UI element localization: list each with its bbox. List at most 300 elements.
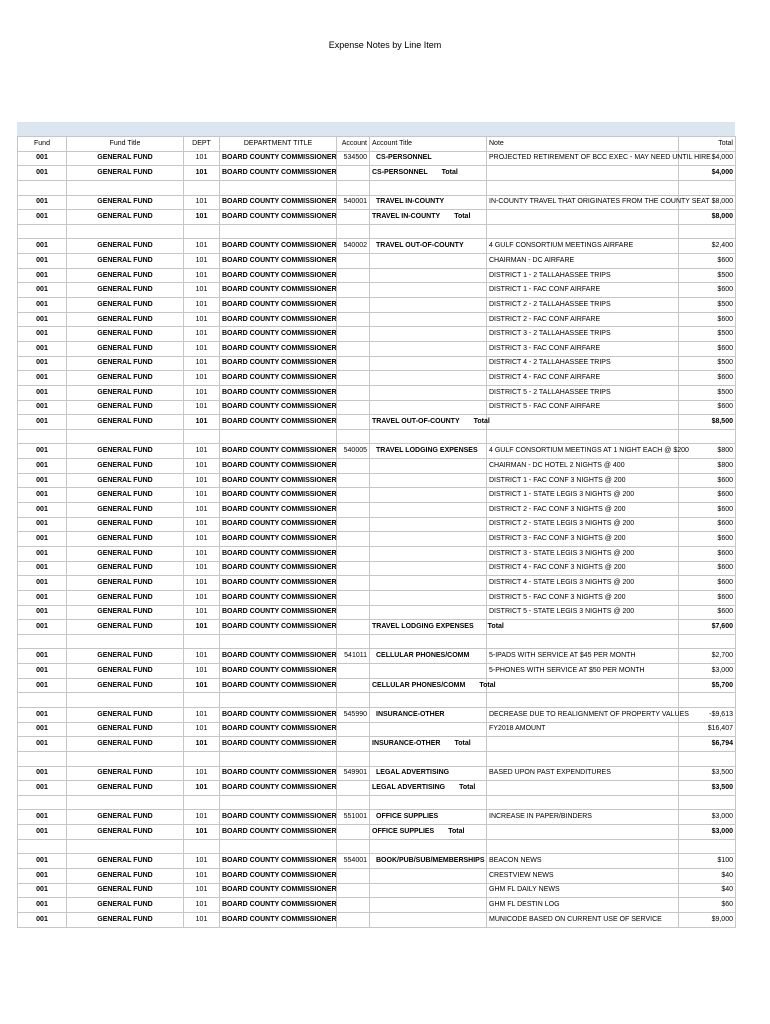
cell-dept-title: BOARD COUNTY COMMISSIONER <box>220 195 337 210</box>
cell-account <box>337 371 370 386</box>
spacer-cell <box>679 180 736 195</box>
spacer-cell <box>220 634 337 649</box>
table-row <box>18 517 736 532</box>
cell-amount: $600 <box>679 503 736 518</box>
cell-fund-title: GENERAL FUND <box>67 707 184 722</box>
cell-fund-title: GENERAL FUND <box>67 473 184 488</box>
cell-fund-title: GENERAL FUND <box>67 825 184 840</box>
spacer-cell <box>679 429 736 444</box>
cell-account <box>337 385 370 400</box>
spacer-cell <box>679 693 736 708</box>
cell-dept: 101 <box>184 912 220 927</box>
cell-amount: $60 <box>679 898 736 913</box>
table-row <box>18 444 736 459</box>
cell-amount: $3,000 <box>679 810 736 825</box>
cell-fund: 001 <box>18 546 67 561</box>
cell-account-title <box>370 590 487 605</box>
header-row <box>18 137 736 152</box>
cell-fund-title: GENERAL FUND <box>67 415 184 430</box>
cell-fund-title: GENERAL FUND <box>67 883 184 898</box>
table-row <box>18 707 736 722</box>
cell-fund: 001 <box>18 356 67 371</box>
col-header-dept-title: DEPARTMENT TITLE <box>220 137 337 152</box>
cell-amount: $600 <box>679 400 736 415</box>
cell-amount: $600 <box>679 561 736 576</box>
cell-account: 551001 <box>337 810 370 825</box>
total-word: Total <box>479 681 496 689</box>
cell-note: DISTRICT 2 - FAC CONF 3 NIGHTS @ 200 <box>487 503 679 518</box>
cell-account <box>337 312 370 327</box>
cell-dept-title: BOARD COUNTY COMMISSIONER <box>220 869 337 884</box>
cell-fund: 001 <box>18 503 67 518</box>
total-label-cell <box>370 415 490 430</box>
total-label-cell <box>370 620 504 635</box>
spacer-cell <box>67 180 184 195</box>
cell-account-title: BOOK/PUB/SUB/MEMBERSHIPS <box>370 854 487 869</box>
cell-dept-title: BOARD COUNTY COMMISSIONER <box>220 488 337 503</box>
cell-note: DISTRICT 5 - FAC CONF AIRFARE <box>487 400 679 415</box>
table-row <box>18 371 736 386</box>
document-title: Expense Notes by Line Item <box>328 40 442 50</box>
cell-account-title <box>370 664 487 679</box>
cell-dept: 101 <box>184 766 220 781</box>
cell-dept: 101 <box>184 151 220 166</box>
spacer-cell <box>679 839 736 854</box>
table-row <box>18 283 736 298</box>
cell-amount: $500 <box>679 356 736 371</box>
total-word: Total <box>459 784 476 791</box>
total-label-cell <box>370 825 487 840</box>
total-word: Total <box>448 827 465 835</box>
table-row <box>18 561 736 576</box>
cell-dept-title: BOARD COUNTY COMMISSIONER <box>220 400 337 415</box>
cell-account <box>337 503 370 518</box>
cell-fund-title: GENERAL FUND <box>67 854 184 869</box>
cell-account <box>337 576 370 591</box>
cell-amount: $600 <box>679 605 736 620</box>
cell-dept-title: BOARD COUNTY COMMISSIONER <box>220 503 337 518</box>
cell-fund: 001 <box>18 854 67 869</box>
cell-dept: 101 <box>184 327 220 342</box>
spacer-cell <box>18 693 67 708</box>
spacer-cell <box>337 180 370 195</box>
cell-fund: 001 <box>18 649 67 664</box>
cell-account <box>337 883 370 898</box>
spacer-cell <box>18 180 67 195</box>
cell-account: 540002 <box>337 239 370 254</box>
cell-dept-title: BOARD COUNTY COMMISSIONER <box>220 912 337 927</box>
cell-dept-title: BOARD COUNTY COMMISSIONER <box>220 356 337 371</box>
cell-amount: -$9,613 <box>679 707 736 722</box>
spacer-cell <box>487 180 679 195</box>
cell-note: DECREASE DUE TO REALIGNMENT OF PROPERTY VALUES <box>487 707 679 722</box>
cell-amount: $3,000 <box>679 664 736 679</box>
cell-dept: 101 <box>184 356 220 371</box>
spacer-cell <box>679 634 736 649</box>
cell-fund: 001 <box>18 590 67 605</box>
cell-fund-title: GENERAL FUND <box>67 737 184 752</box>
cell-amount: $600 <box>679 341 736 356</box>
cell-amount: $600 <box>679 517 736 532</box>
spacer-cell <box>18 795 67 810</box>
cell-account-title <box>370 503 487 518</box>
cell-note: DISTRICT 5 - 2 TALLAHASSEE TRIPS <box>487 385 679 400</box>
cell-dept-title: BOARD COUNTY COMMISSIONER <box>220 166 337 181</box>
cell-amount: $500 <box>679 385 736 400</box>
cell-fund-title: GENERAL FUND <box>67 605 184 620</box>
cell-account-title <box>370 869 487 884</box>
cell-fund: 001 <box>18 195 67 210</box>
cell-fund: 001 <box>18 810 67 825</box>
total-account-label: TRAVEL OUT-OF-COUNTY <box>372 417 460 425</box>
cell-amount: $600 <box>679 532 736 547</box>
table-row <box>18 459 736 474</box>
cell-account <box>337 166 370 181</box>
spacer-cell <box>487 224 679 239</box>
cell-fund: 001 <box>18 210 67 225</box>
table-row <box>18 546 736 561</box>
expense-table <box>17 136 736 928</box>
cell-fund: 001 <box>18 605 67 620</box>
cell-dept-title: BOARD COUNTY COMMISSIONER <box>220 312 337 327</box>
cell-fund: 001 <box>18 151 67 166</box>
cell-note: DISTRICT 2 - STATE LEGIS 3 NIGHTS @ 200 <box>487 517 679 532</box>
cell-fund-title: GENERAL FUND <box>67 869 184 884</box>
cell-dept-title: BOARD COUNTY COMMISSIONER <box>220 385 337 400</box>
cell-fund-title: GENERAL FUND <box>67 561 184 576</box>
cell-dept: 101 <box>184 737 220 752</box>
cell-dept: 101 <box>184 883 220 898</box>
cell-amount: $3,500 <box>679 766 736 781</box>
table-row <box>18 898 736 913</box>
cell-note <box>487 415 679 430</box>
cell-fund-title: GENERAL FUND <box>67 254 184 269</box>
spacer-row <box>18 795 736 810</box>
cell-fund: 001 <box>18 385 67 400</box>
cell-note <box>487 781 679 796</box>
total-label-cell <box>370 678 496 693</box>
cell-account <box>337 678 370 693</box>
cell-fund-title: GENERAL FUND <box>67 590 184 605</box>
total-label-cell <box>370 737 487 752</box>
cell-account-title <box>370 341 487 356</box>
cell-fund: 001 <box>18 488 67 503</box>
spacer-cell <box>67 751 184 766</box>
cell-fund-title: GENERAL FUND <box>67 488 184 503</box>
cell-amount: $9,000 <box>679 912 736 927</box>
cell-dept: 101 <box>184 781 220 796</box>
table-row <box>18 400 736 415</box>
cell-note <box>487 825 679 840</box>
cell-amount: $600 <box>679 576 736 591</box>
cell-amount: $100 <box>679 854 736 869</box>
cell-note: 4 GULF CONSORTIUM MEETINGS AIRFARE <box>487 239 679 254</box>
cell-dept-title: BOARD COUNTY COMMISSIONER <box>220 707 337 722</box>
total-word: Total <box>487 622 504 630</box>
cell-amount: $500 <box>679 327 736 342</box>
cell-fund-title: GENERAL FUND <box>67 722 184 737</box>
cell-note: IN-COUNTY TRAVEL THAT ORIGINATES FROM THE COUNTY SEAT <box>487 195 679 210</box>
cell-account <box>337 210 370 225</box>
cell-fund: 001 <box>18 341 67 356</box>
table-row <box>18 312 736 327</box>
total-account-label: CS-PERSONNEL <box>372 169 428 177</box>
table-row <box>18 298 736 313</box>
cell-account: 554001 <box>337 854 370 869</box>
cell-account-title <box>370 883 487 898</box>
cell-account-title: TRAVEL LODGING EXPENSES <box>370 444 487 459</box>
cell-dept: 101 <box>184 517 220 532</box>
total-row <box>18 678 736 693</box>
cell-fund-title: GENERAL FUND <box>67 810 184 825</box>
cell-account-title: INSURANCE-OTHER <box>370 707 487 722</box>
cell-account-title <box>370 517 487 532</box>
spacer-cell <box>370 224 487 239</box>
total-account-label: TRAVEL LODGING EXPENSES <box>372 622 474 630</box>
spacer-cell <box>67 839 184 854</box>
cell-dept: 101 <box>184 415 220 430</box>
cell-note: DISTRICT 5 - FAC CONF 3 NIGHTS @ 200 <box>487 590 679 605</box>
cell-dept: 101 <box>184 590 220 605</box>
cell-dept-title: BOARD COUNTY COMMISSIONER <box>220 576 337 591</box>
table-row <box>18 268 736 283</box>
spacer-cell <box>220 429 337 444</box>
cell-amount: $40 <box>679 883 736 898</box>
cell-account: 549901 <box>337 766 370 781</box>
cell-note <box>487 737 679 752</box>
cell-dept-title: BOARD COUNTY COMMISSIONER <box>220 620 337 635</box>
cell-dept: 101 <box>184 488 220 503</box>
cell-note: DISTRICT 4 - FAC CONF 3 NIGHTS @ 200 <box>487 561 679 576</box>
cell-note: DISTRICT 4 - 2 TALLAHASSEE TRIPS <box>487 356 679 371</box>
cell-fund-title: GENERAL FUND <box>67 239 184 254</box>
cell-amount: $600 <box>679 312 736 327</box>
table-row <box>18 869 736 884</box>
cell-account <box>337 488 370 503</box>
cell-fund-title: GENERAL FUND <box>67 912 184 927</box>
spacer-cell <box>184 180 220 195</box>
spacer-cell <box>184 795 220 810</box>
cell-fund: 001 <box>18 576 67 591</box>
cell-dept-title: BOARD COUNTY COMMISSIONER <box>220 532 337 547</box>
spacer-cell <box>487 795 679 810</box>
cell-fund: 001 <box>18 620 67 635</box>
cell-fund: 001 <box>18 239 67 254</box>
cell-amount: $600 <box>679 254 736 269</box>
cell-note: INCREASE IN PAPER/BINDERS <box>487 810 679 825</box>
cell-fund-title: GENERAL FUND <box>67 517 184 532</box>
spacer-cell <box>370 634 487 649</box>
table-row <box>18 473 736 488</box>
cell-dept: 101 <box>184 649 220 664</box>
cell-account <box>337 898 370 913</box>
table-row <box>18 151 736 166</box>
total-row <box>18 166 736 181</box>
cell-dept-title: BOARD COUNTY COMMISSIONER <box>220 649 337 664</box>
cell-account-title <box>370 254 487 269</box>
cell-dept: 101 <box>184 869 220 884</box>
table-row <box>18 810 736 825</box>
cell-fund: 001 <box>18 781 67 796</box>
cell-account-title: LEGAL ADVERTISING <box>370 766 487 781</box>
cell-amount: $600 <box>679 546 736 561</box>
total-label-cell <box>370 166 487 181</box>
cell-fund: 001 <box>18 312 67 327</box>
cell-account <box>337 546 370 561</box>
cell-dept: 101 <box>184 825 220 840</box>
cell-fund: 001 <box>18 327 67 342</box>
cell-note: PROJECTED RETIREMENT OF BCC EXEC - MAY NEED UNTIL HIRE <box>487 151 679 166</box>
cell-dept-title: BOARD COUNTY COMMISSIONER <box>220 590 337 605</box>
cell-account-title <box>370 898 487 913</box>
cell-dept: 101 <box>184 473 220 488</box>
total-account-label: TRAVEL IN-COUNTY <box>372 213 441 221</box>
cell-fund: 001 <box>18 532 67 547</box>
cell-fund: 001 <box>18 268 67 283</box>
cell-note: BASED UPON PAST EXPENDITURES <box>487 766 679 781</box>
spacer-cell <box>337 795 370 810</box>
cell-dept: 101 <box>184 678 220 693</box>
spacer-cell <box>679 751 736 766</box>
cell-dept: 101 <box>184 561 220 576</box>
cell-note: 5-PHONES WITH SERVICE AT $50 PER MONTH <box>487 664 679 679</box>
cell-dept-title: BOARD COUNTY COMMISSIONER <box>220 546 337 561</box>
cell-total: $4,000 <box>679 166 736 181</box>
col-header-fund-title: Fund Title <box>67 137 184 152</box>
cell-account-title: OFFICE SUPPLIES <box>370 810 487 825</box>
cell-account-title <box>370 283 487 298</box>
cell-note <box>487 166 679 181</box>
cell-fund-title: GENERAL FUND <box>67 151 184 166</box>
cell-account-title <box>370 356 487 371</box>
spacer-row <box>18 180 736 195</box>
cell-dept-title: BOARD COUNTY COMMISSIONER <box>220 283 337 298</box>
spacer-row <box>18 429 736 444</box>
cell-account-title <box>370 268 487 283</box>
table-row <box>18 532 736 547</box>
cell-dept-title: BOARD COUNTY COMMISSIONER <box>220 254 337 269</box>
cell-account-title <box>370 385 487 400</box>
spacer-cell <box>67 795 184 810</box>
cell-dept-title: BOARD COUNTY COMMISSIONER <box>220 298 337 313</box>
cell-fund: 001 <box>18 298 67 313</box>
cell-dept: 101 <box>184 283 220 298</box>
table-row <box>18 327 736 342</box>
cell-fund: 001 <box>18 766 67 781</box>
spacer-cell <box>67 693 184 708</box>
spacer-cell <box>337 751 370 766</box>
total-row <box>18 825 736 840</box>
cell-fund: 001 <box>18 283 67 298</box>
cell-fund-title: GENERAL FUND <box>67 664 184 679</box>
total-account-label: OFFICE SUPPLIES <box>372 827 435 835</box>
cell-account <box>337 590 370 605</box>
total-account-label: INSURANCE-OTHER <box>372 740 441 748</box>
total-row <box>18 210 736 225</box>
cell-account <box>337 869 370 884</box>
cell-amount: $2,700 <box>679 649 736 664</box>
cell-dept-title: BOARD COUNTY COMMISSIONER <box>220 371 337 386</box>
cell-fund-title: GENERAL FUND <box>67 678 184 693</box>
cell-total: $5,700 <box>679 678 736 693</box>
spacer-cell <box>18 224 67 239</box>
cell-account-title <box>370 371 487 386</box>
cell-amount: $600 <box>679 590 736 605</box>
table-row <box>18 195 736 210</box>
table-row <box>18 649 736 664</box>
col-header-total: Total <box>679 137 736 152</box>
cell-fund: 001 <box>18 722 67 737</box>
cell-dept-title: BOARD COUNTY COMMISSIONER <box>220 327 337 342</box>
table-row <box>18 605 736 620</box>
total-word: Total <box>454 740 471 748</box>
spacer-row <box>18 634 736 649</box>
cell-dept: 101 <box>184 166 220 181</box>
total-row <box>18 781 736 796</box>
cell-account <box>337 517 370 532</box>
spacer-cell <box>370 751 487 766</box>
cell-account <box>337 825 370 840</box>
table-row <box>18 766 736 781</box>
spacer-cell <box>487 429 679 444</box>
cell-note: DISTRICT 1 - 2 TALLAHASSEE TRIPS <box>487 268 679 283</box>
spacer-cell <box>220 795 337 810</box>
cell-dept-title: BOARD COUNTY COMMISSIONER <box>220 341 337 356</box>
cell-dept-title: BOARD COUNTY COMMISSIONER <box>220 854 337 869</box>
cell-note: DISTRICT 3 - 2 TALLAHASSEE TRIPS <box>487 327 679 342</box>
cell-account <box>337 781 370 796</box>
cell-dept-title: BOARD COUNTY COMMISSIONER <box>220 517 337 532</box>
total-row <box>18 415 736 430</box>
cell-dept: 101 <box>184 239 220 254</box>
table-row <box>18 254 736 269</box>
cell-note: DISTRICT 5 - STATE LEGIS 3 NIGHTS @ 200 <box>487 605 679 620</box>
cell-account-title <box>370 298 487 313</box>
cell-account: 534500 <box>337 151 370 166</box>
cell-fund: 001 <box>18 737 67 752</box>
cell-fund-title: GENERAL FUND <box>67 400 184 415</box>
cell-amount: $800 <box>679 444 736 459</box>
cell-account <box>337 268 370 283</box>
cell-account-title <box>370 576 487 591</box>
cell-note: GHM FL DESTIN LOG <box>487 898 679 913</box>
total-row <box>18 620 736 635</box>
cell-dept-title: BOARD COUNTY COMMISSIONER <box>220 678 337 693</box>
cell-dept-title: BOARD COUNTY COMMISSIONER <box>220 883 337 898</box>
cell-dept: 101 <box>184 312 220 327</box>
cell-amount: $500 <box>679 298 736 313</box>
cell-fund: 001 <box>18 371 67 386</box>
spacer-cell <box>67 224 184 239</box>
spacer-cell <box>337 693 370 708</box>
cell-account <box>337 298 370 313</box>
cell-fund-title: GENERAL FUND <box>67 268 184 283</box>
cell-dept: 101 <box>184 210 220 225</box>
cell-fund: 001 <box>18 473 67 488</box>
cell-account <box>337 415 370 430</box>
table-row <box>18 385 736 400</box>
cell-total: $6,794 <box>679 737 736 752</box>
cell-fund: 001 <box>18 415 67 430</box>
cell-account-title <box>370 561 487 576</box>
cell-account-title <box>370 912 487 927</box>
spacer-cell <box>220 180 337 195</box>
cell-fund: 001 <box>18 664 67 679</box>
cell-fund: 001 <box>18 400 67 415</box>
cell-fund-title: GENERAL FUND <box>67 283 184 298</box>
cell-dept-title: BOARD COUNTY COMMISSIONER <box>220 605 337 620</box>
cell-account-title: CS-PERSONNEL <box>370 151 487 166</box>
